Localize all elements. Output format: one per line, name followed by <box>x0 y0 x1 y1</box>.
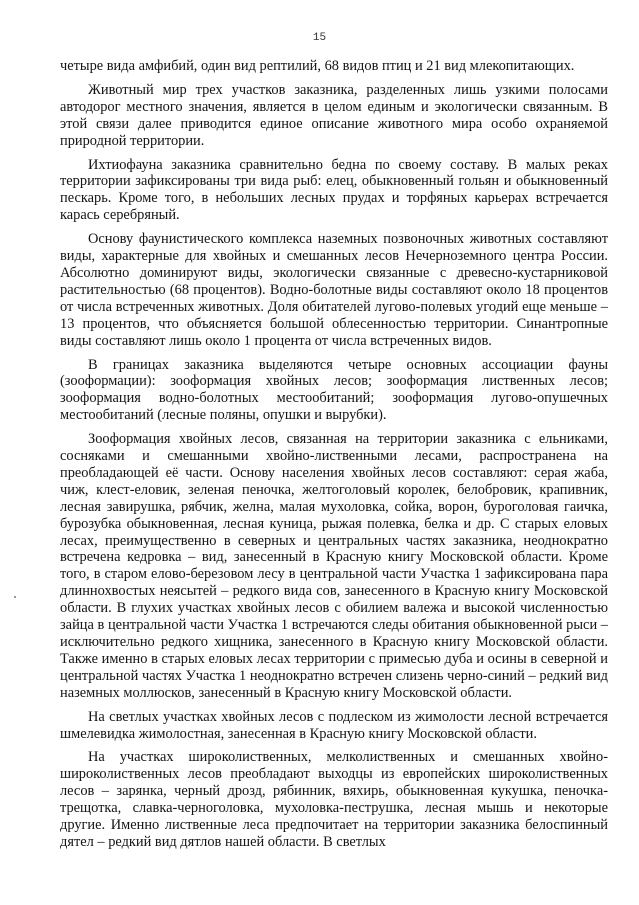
scan-speck <box>14 596 16 598</box>
paragraph-honeysuckle-hawkmoth: На светлых участках хвойных лесов с подлеском из жимолости лесной встречается шмелевидка жимолостная, занесенная в Красную книгу Московской области. <box>60 708 608 742</box>
paragraph-ichthyofauna: Ихтиофауна заказника сравнительно бедна по своему составу. В малых реках территории зафиксированы три вида рыб: елец, обыкновенный гольян и обыкновенный пескарь. Кроме того, в небольших лесных прудах и торфяных карьерах встречается карась серебряный. <box>60 156 608 224</box>
document-body <box>60 58 608 858</box>
page-number: 15 <box>312 32 327 44</box>
paragraph-coniferous-forests: Зооформация хвойных лесов, связанная на территории заказника с ельниками, сосняками и смешанными хвойно-лиственными лесами, распространена на преобладающей её части. Основу населения хвойных лесов составляют: серая жаба, чиж, клест-еловик, зеленая пеночка, желтоголовый королек, белобровик, крапивник, лесная завирушка, рябчик, желна, малая мухоловка, сойка, ворон, буроголовая гаичка, бурозубка обыкновенная, лесная куница, рыжая полевка, белка и др. С старых еловых лесах, преимущественно в северных и центральных частях заказника, неоднократно встречена кедровка – вид, занесенный в Красную книгу Московской области. Кроме того, в старом елово-березовом лесу в центральной части Участка 1 зафиксирована пара длиннохвостых неясытей – редкого вида сов, занесенного в Красную книгу Московской области. В глухих участках хвойных лесов с обилием валежа и высокой численностью зайца в центральной части Участка 1 встречаются следы обитания обыкновенной рыси – исключительно редкого хищника, занесенного в Красную книгу Московской области. Также именно в старых еловых лесах территории с примесью дуба и осины в северной и центральной частях Участка 1 неоднократно встречен слизень черно-синий – редкий вид наземных моллюсков, занесенный в Красную книгу Московской области. <box>60 431 608 701</box>
paragraph-zooformations: В границах заказника выделяются четыре основных ассоциации фауны (зооформации): зооформация хвойных лесов; зооформация лиственных лесов; зооформация водно-болотных местообитаний; зооформация лугово-опушечных местообитаний (лесные поляны, опушки и вырубки). <box>60 356 608 424</box>
paragraph-fauna-unity: Животный мир трех участков заказника, разделенных лишь узкими полосами автодорог местного значения, является в целом единым и экологически связанным. В этой связи далее приводится единое описание животного мира особо охраняемой природной территории. <box>60 81 608 149</box>
paragraph-continuation: четыре вида амфибий, один вид рептилий, 68 видов птиц и 21 вид млекопитающих. <box>60 58 575 74</box>
paragraph-vertebrate-complex: Основу фаунистического комплекса наземных позвоночных животных составляют виды, характерные для хвойных и смешанных лесов Нечерноземного центра России. Абсолютно доминируют виды, экологически связанные с древесно-кустарниковой растительностью (68 процентов). Водно-болотные виды составляют около 18 процентов от числа встреченных животных. Доля обитателей лугово-полевых угодий еще меньше – 13 процентов, что объясняется большой облесенностью территории. Синантропные виды составляют лишь около 1 процента от числа встреченных видов. <box>60 231 608 349</box>
paragraph-broadleaf-forests: На участках широколиственных, мелколиственных и смешанных хвойно-широколиственных лесов преобладают выходцы из европейских широколиственных лесов – зарянка, черный дрозд, рябинник, вяхирь, обыкновенная кукушка, пеночка-трещотка, славка-черноголовка, мухоловка-пеструшка, лесная мышь и некоторые другие. Именно лиственные леса предпочитает на территории заказника белоспинный дятел – редкий вид дятлов нашей области. В светлых <box>60 749 608 850</box>
